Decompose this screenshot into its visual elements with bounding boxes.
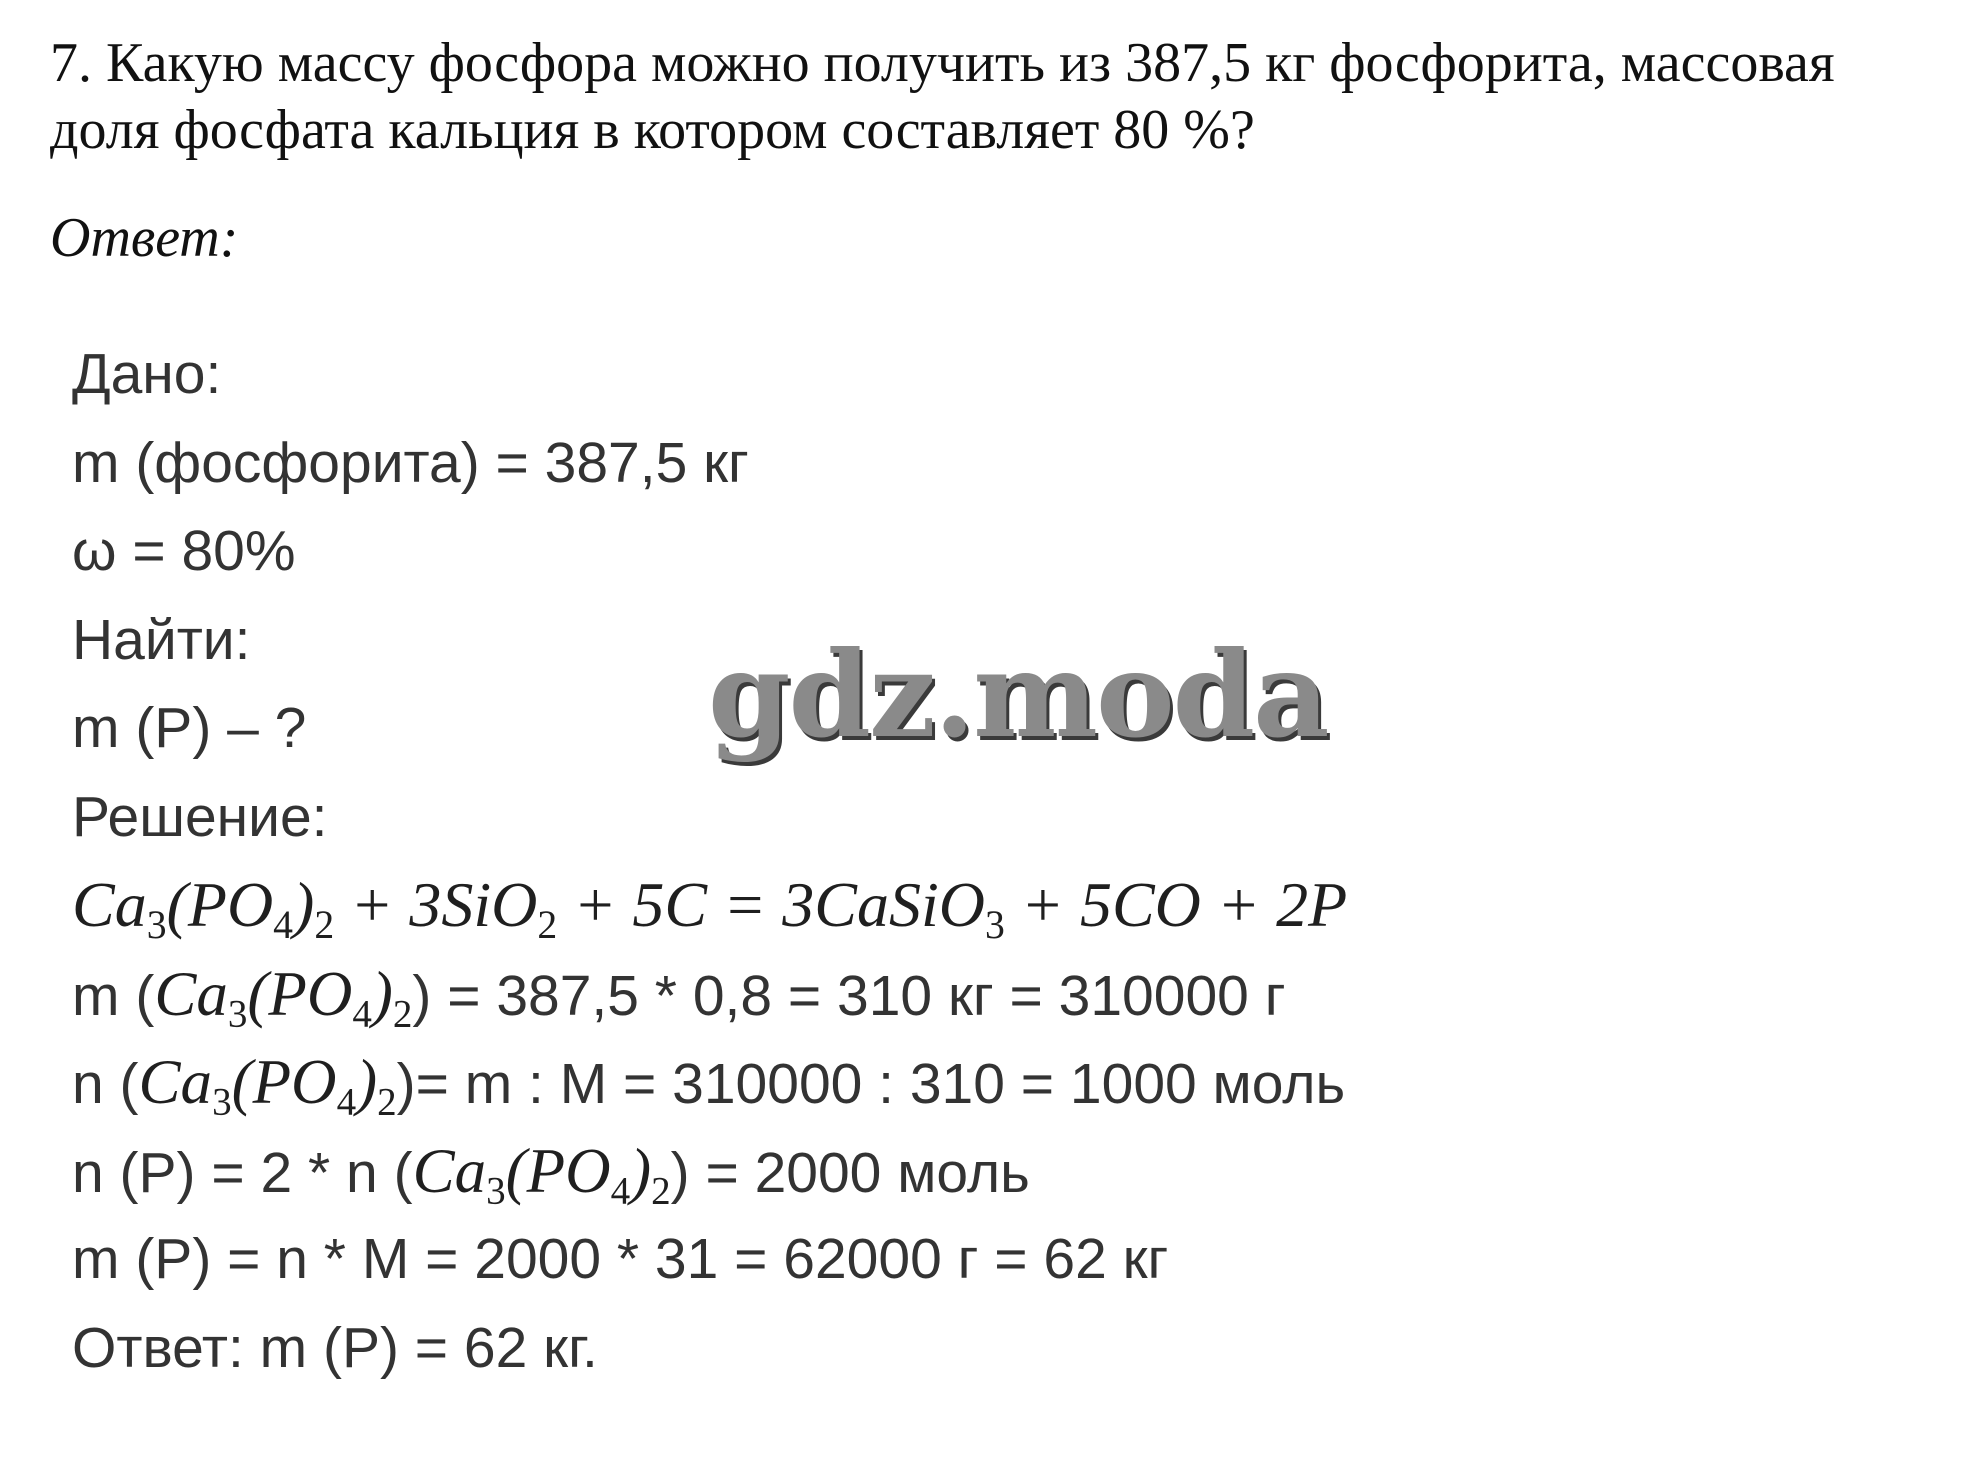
line-np-suffix: ) = 2000 моль (670, 1140, 1030, 1205)
formula-calcium-phosphate: $Ca_3(PO_4)_2$ (412, 1135, 671, 1213)
eq-sub-sio2: 2 (537, 902, 558, 947)
eq-rest-1: + 3SiO (334, 869, 538, 940)
find-label: Найти: (72, 607, 251, 672)
formula-calcium-phosphate: $Ca_3(PO_4)_2$ (154, 958, 413, 1036)
line-moles-suffix: )= m : M = 310000 : 310 = 1000 моль (396, 1052, 1346, 1116)
line-moles-phosphorus (72, 1127, 1772, 1216)
formula-calcium-phosphate: $Ca_3(PO_4)_2$ (138, 1047, 397, 1124)
answer-heading: Ответ: (50, 207, 239, 269)
line-mass-phosphorus: m (P) = n * M = 2000 * 31 = 62000 г = 62 кг (72, 1227, 1169, 1291)
find-value: m (P) – ? (72, 696, 307, 760)
eq-rest-3: + 5CO + 2P (1004, 869, 1348, 940)
line-mass-prefix: m ( (72, 963, 155, 1028)
eq-ca: Ca (72, 869, 147, 940)
eq-sub-4: 4 (273, 902, 293, 947)
given-fraction: ω = 80% (72, 519, 296, 583)
line-np-prefix: n (P) = 2 * n ( (72, 1140, 413, 1205)
eq-po4-open: (PO (166, 869, 274, 940)
eq-po4-close: ) (293, 869, 315, 940)
line-moles-prefix: n ( (72, 1052, 139, 1116)
line-mass-calcium-phosphate (72, 950, 1772, 1039)
eq-sub-sio3: 3 (984, 902, 1005, 947)
given-label: Дано: (72, 342, 222, 406)
eq-sub-3: 3 (146, 902, 167, 947)
watermark-logo: gdz.moda (708, 625, 1328, 764)
eq-rest-2: + 5C = 3CaSiO (557, 869, 985, 940)
solution-label: Решение: (72, 784, 328, 849)
reaction-equation (72, 861, 1772, 950)
solution-block (72, 330, 1772, 1392)
line-moles-calcium-phosphate (72, 1038, 1772, 1127)
line-mass-suffix: ) = 387,5 * 0,8 = 310 кг = 310000 г (412, 963, 1286, 1028)
given-mass: m (фосфорита) = 387,5 кг (72, 430, 749, 495)
problem-statement: 7. Какую массу фосфора можно получить из 387,5 кг фосфорита, массовая доля фосфата кальция в котором составляет 80 %? (50, 32, 1835, 161)
final-answer: Ответ: m (P) = 62 кг. (72, 1315, 598, 1380)
eq-sub-2: 2 (314, 902, 335, 947)
